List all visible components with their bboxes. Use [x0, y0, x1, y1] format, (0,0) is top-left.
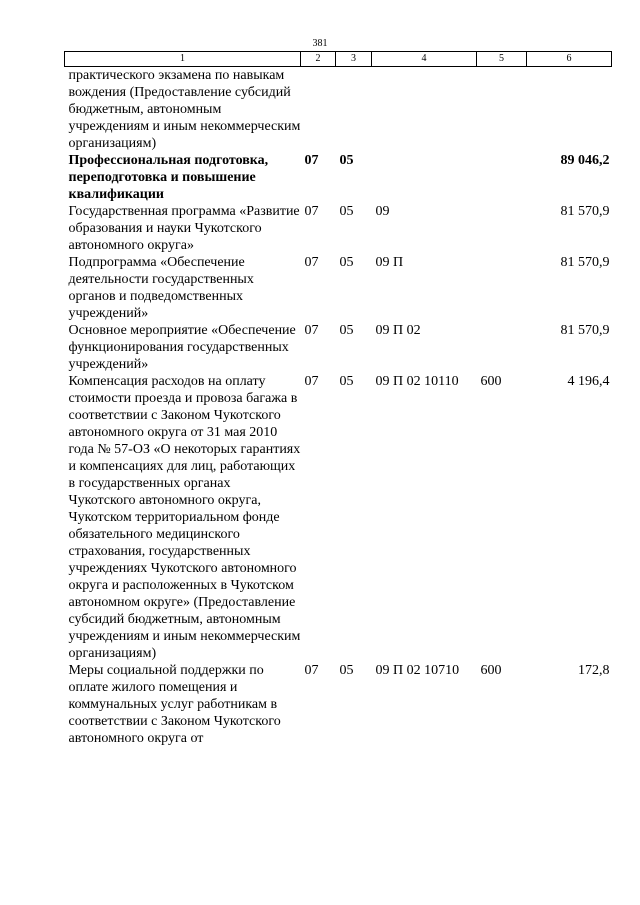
row-expense-type: 600	[480, 374, 502, 389]
row-amount: 4 196,4	[567, 374, 610, 389]
row-amount: 172,8	[578, 663, 610, 678]
row-subsection: 05	[339, 663, 354, 678]
row-subsection: 05	[339, 204, 354, 219]
row-name: Основное мероприятие «Обеспечение функционирования государственных учреждений»	[68, 323, 296, 372]
row-section: 07	[304, 255, 319, 270]
row-amount: 89 046,2	[560, 153, 610, 168]
budget-table	[64, 51, 612, 747]
column-header-5: 5	[477, 52, 527, 67]
row-name: Компенсация расходов на оплату стоимости проезда и провоза багажа в соответствии с Законом Чукотского автономного округа от 31 мая 2010 года № 57-ОЗ «О некоторых гарантиях и компенсациях для лиц, работающих в государственных органах Чукотского автономного округа, Чукотском территориальном фонде обязательного медицинского страхования, государственных учреждениях Чукотского автономного округа и расположенных в Чукотском автономном округе» (Предоставление субсидий бюджетным, автономным учреждениям и иным некоммерческим организациям)	[68, 374, 301, 661]
row-expense-type	[477, 203, 527, 254]
table-row	[65, 662, 612, 747]
row-expense-type	[477, 67, 527, 153]
row-target-article: 09 П	[375, 255, 404, 270]
row-subsection: 05	[339, 374, 354, 389]
row-section: 07	[304, 153, 319, 168]
column-header-2: 2	[301, 52, 336, 67]
table-row	[65, 67, 612, 153]
row-expense-type	[477, 254, 527, 322]
row-name: Подпрограмма «Обеспечение деятельности государственных органов и подведомственных учреждений»	[68, 255, 254, 321]
column-number-header	[65, 52, 612, 67]
row-target-article	[372, 67, 477, 153]
row-amount	[527, 67, 612, 153]
row-target-article: 09 П 02 10710	[375, 663, 460, 678]
row-target-article	[372, 152, 477, 203]
row-subsection: 05	[339, 255, 354, 270]
table-row	[65, 203, 612, 254]
row-section: 07	[304, 374, 319, 389]
table-row	[65, 254, 612, 322]
row-section: 07	[304, 204, 319, 219]
row-name: Меры социальной поддержки по оплате жилого помещения и коммунальных услуг работникам в соответствии с Законом Чукотского автономного округа от	[68, 663, 281, 746]
row-target-article: 09 П 02	[375, 323, 421, 338]
table-row-section-total	[65, 152, 612, 203]
row-section	[301, 67, 336, 153]
row-expense-type: 600	[480, 663, 502, 678]
table-row	[65, 373, 612, 662]
row-target-article: 09	[375, 204, 390, 219]
page-number: 381	[312, 38, 328, 49]
column-header-3: 3	[336, 52, 372, 67]
row-expense-type	[477, 322, 527, 373]
row-target-article: 09 П 02 10110	[375, 374, 459, 389]
row-name: Государственная программа «Развитие образования и науки Чукотского автономного округа»	[68, 204, 300, 253]
row-name: Профессиональная подготовка, переподготовка и повышение квалификации	[68, 153, 269, 202]
row-subsection: 05	[339, 323, 354, 338]
row-amount: 81 570,9	[560, 204, 610, 219]
table-row	[65, 322, 612, 373]
row-amount: 81 570,9	[560, 255, 610, 270]
row-subsection	[336, 67, 372, 153]
row-section: 07	[304, 663, 319, 678]
row-expense-type	[477, 152, 527, 203]
row-subsection: 05	[339, 153, 354, 168]
column-header-6: 6	[527, 52, 612, 67]
row-name: практического экзамена по навыкам вождения (Предоставление субсидий бюджетным, автономным учреждениям и иным некоммерческим организациям)	[68, 68, 301, 151]
column-header-1: 1	[65, 52, 301, 67]
row-section: 07	[304, 323, 319, 338]
row-amount: 81 570,9	[560, 323, 610, 338]
column-header-4: 4	[372, 52, 477, 67]
